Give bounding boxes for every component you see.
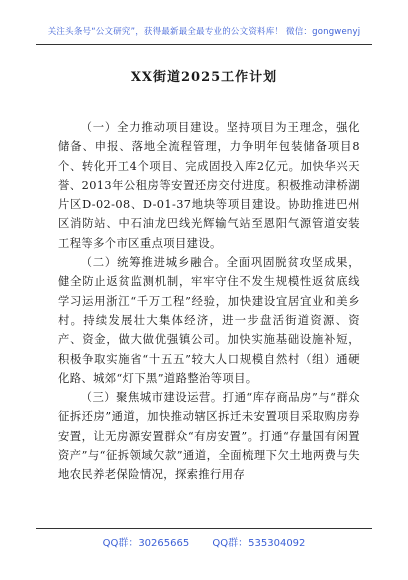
document-body — [58, 118, 360, 485]
page-title: XX街道2025工作计划 — [130, 70, 278, 85]
footer-qq-group-1: QQ群：30265665 — [102, 538, 190, 549]
footer-divider — [36, 528, 372, 529]
footer — [0, 534, 408, 549]
header-divider — [36, 44, 372, 45]
header-note: 关注头条号“公文研究”，获得最新最全最专业的公文资料库！ 微信：gongwenyj — [47, 27, 361, 37]
footer-qq-group-2: QQ群：535304092 — [212, 538, 306, 549]
paragraph-project-construction: （一）全力推动项目建设。坚持项目为王理念，强化储备、申报、落地全流程管理，力争明年包装储备项目8个、转化开工4个项目、完成固投入库2亿元。加快华兴天誉、2013年公租房等安置还房交付进度。积极推动津桥湖片区D-02-08、D-01-37地块等项目建设。协助推进巴州区消防站、中石油龙巴线光辉输气站至恩阳气源管道安装工程等多个市区重点项目建设。 — [58, 121, 360, 250]
paragraph-city-construction: （三）聚焦城市建设运营。打通“库存商品房”与“群众征拆还房”通道，加快推动辖区拆迁未安置项目采取购房券安置，让无房源安置群众“有房安置”。打通“存量国有闲置资产”与“征拆领域欠款”通道，全面梳理下欠土地两费与失地农民养老保险情况，探索推行用存 — [58, 391, 360, 482]
paragraph-urban-rural-integration: （二）统筹推进城乡融合。全面巩固脱贫攻坚成果，健全防止返贫监测机制，牢牢守住不发生规模性返贫底线学习运用浙江“千万工程”经验，加快建设宜居宜业和美乡村。持续发展壮大集体经济，进一步盘活街道资源、资产、资金，做大做优强镇公司。加快实施基础设施补短，积极争取实施省“十五五”较大人口规模自然村（组）通硬化路、城郊“灯下黑”道路整治等项目。 — [58, 256, 360, 385]
